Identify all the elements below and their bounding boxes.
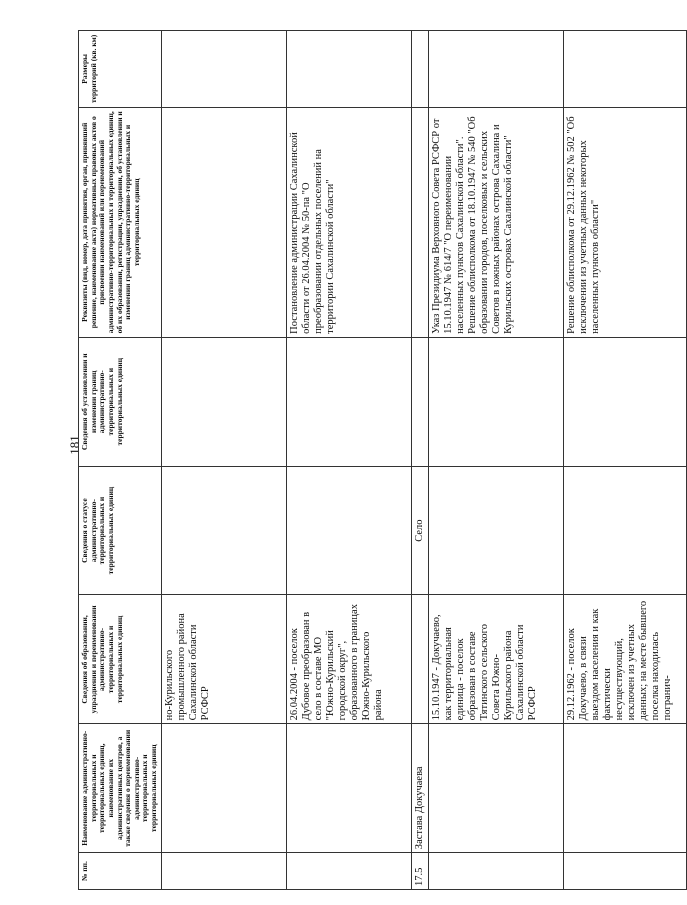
page-number: 181 <box>67 435 82 455</box>
cell-name: Застава Докучаева <box>411 724 428 853</box>
cell-formation: 29.12.1962 - поселок Докучаево, в связи выездом населения и как фактически несуществующий, исключен из учетных данных; на месте бывшего поселка находилась погранич- <box>563 595 686 724</box>
header-status: Сведения о статусе административно-территориальных и территориальных единиц <box>79 466 162 595</box>
cell-num: 17.5 <box>411 853 428 890</box>
header-formation: Сведения об образовании, упразднении и переименовании административно-территориальных и территориальных единиц <box>79 595 162 724</box>
table-row <box>161 31 286 890</box>
header-area: Размеры территорий (кв. км) <box>79 31 162 108</box>
cell-status: Село <box>411 466 428 595</box>
cell-acts: Постановление администрации Сахалинской области от 26.04.2004 № 50-па "О преобразовании отдельных поселений на территории Сахалинской области" <box>286 107 411 337</box>
header-num: № пп. <box>79 853 162 890</box>
header-row <box>79 31 162 890</box>
gazetteer-table <box>78 30 687 890</box>
table-row <box>286 31 411 890</box>
cell-formation: 26.04.2004 - поселок Дубовое преобразован в село в составе МО "Южно-Курильский городской округ", образованного в границах Южно-Курильского района <box>286 595 411 724</box>
rotated-table-wrapper <box>78 30 674 890</box>
header-borders: Сведения об установлении и изменении границ административно-территориальных и территориальных единиц <box>79 337 162 466</box>
cell-acts: Решение облисполкома от 29.12.1962 № 502 "Об исключении из учетных данных некоторых населенных пунктов области" <box>563 107 686 337</box>
cell-formation: но-Курильского промышленного района Сахалинской области РСФСР <box>161 595 286 724</box>
cell-formation: 15.10.1947 - Докучаево, как территориальная единица - поселок образован в составе Тятинского сельского Совета Южно-Курильского района Сахалинской области РСФСР <box>428 595 563 724</box>
cell-acts: Указ Президиума Верховного Совета РСФСР от 15.10.1947 № 614/7 "О переименовании населенных пунктов Сахалинской области". Решение облисполкома от 18.10.1947 № 540 "Об образовании городов, поселковых и сельских Советов в южных районах острова Сахалина и Курильских островах Сахалинской области" <box>428 107 563 337</box>
header-acts: Реквизиты (вид, номер, дата принятия, орган, принявший решение, наименование акта) нормативных правовых актов о присвоении наименований или переименований административно-территориальных и территориальных единиц, об их образовании, регистрации, упразднении, об установлении и изменении границ административно-территориальных и территориальных единиц <box>79 107 162 337</box>
section-row <box>411 31 428 890</box>
table-row <box>428 31 563 890</box>
table-row <box>563 31 686 890</box>
header-name: Наименование административно-территориальных и территориальных единиц, наименование их административных центров, а также сведения о переименовании административно-территориальных и территориальных единиц <box>79 724 162 853</box>
